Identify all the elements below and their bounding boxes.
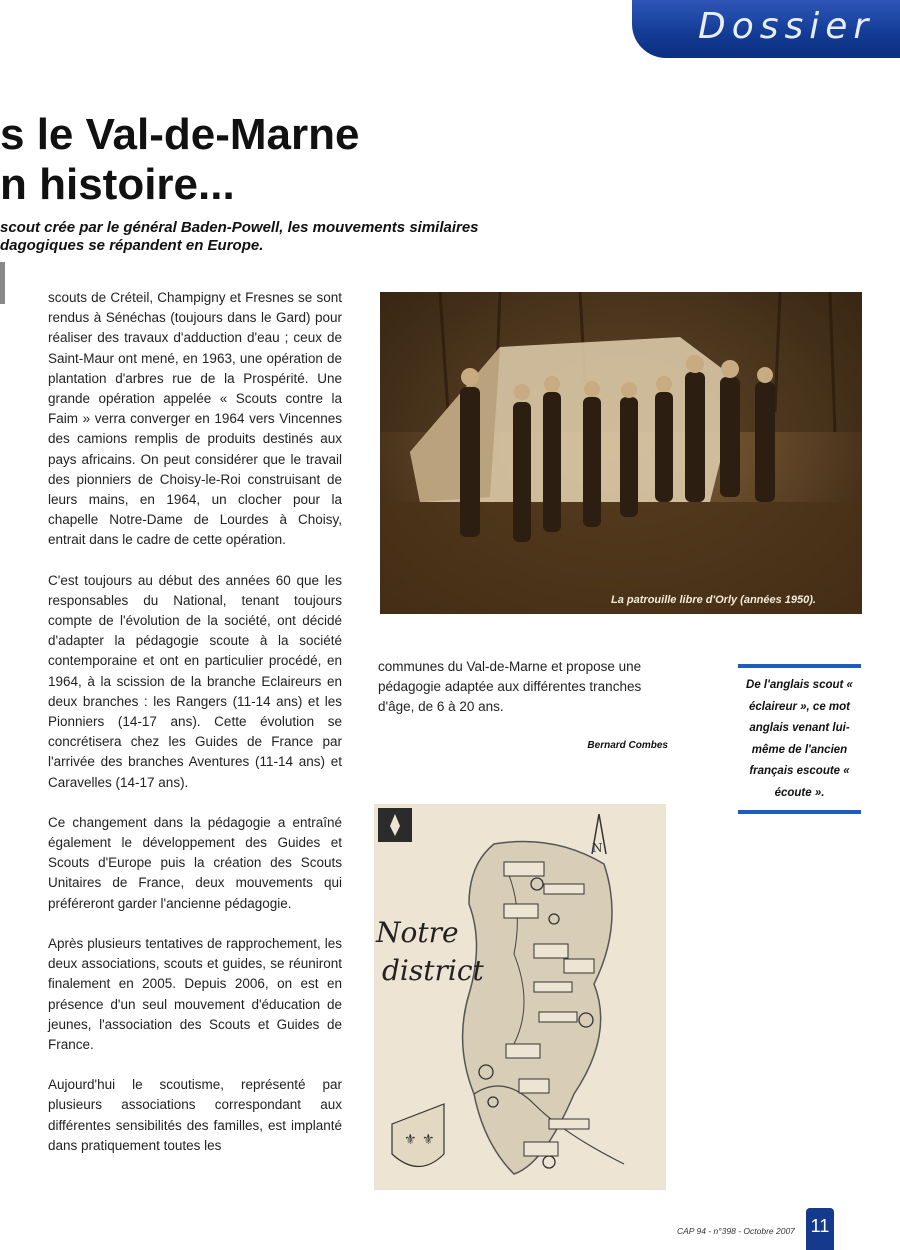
headline-line-1: s le Val-de-Marne [0, 110, 360, 159]
svg-text:⚜: ⚜ [404, 1131, 417, 1147]
page-number: 11 [810, 1216, 830, 1236]
aside-definition: De l'anglais scout « éclaireur », ce mot anglais venant lui-même de l'ancien français escoute « écoute ». [746, 679, 853, 799]
lead-line-1: scout crée par le général Baden-Powell, les mouvements similaires [0, 219, 479, 236]
paragraph-2: C'est toujours au début des années 60 que les responsables du National, tenant toujours compte de l'évolution de la société, ont décidé d'adapter la pédagogie scoute à la société contemporaine et ont en particulier procédé, en 1964, à la scission de la branche Eclaireurs en deux branches : les Rangers (11-14 ans) et les Pionniers (14-17 ans). Cette évolution se concrétisera chez les Guides de France par l'arrivée des branches Aventures (11-14 ans) et Caravelles (14-17 ans). [48, 572, 342, 790]
author-byline: Bernard Combes [587, 740, 668, 751]
svg-text:N: N [592, 841, 603, 855]
district-map [374, 804, 666, 1190]
article-column-2 [378, 657, 668, 718]
map-title-line-2: district [382, 954, 484, 987]
aside-top-rule [738, 664, 861, 668]
issue-footer: CAP 94 - n°398 - Octobre 2007 [677, 1226, 795, 1236]
section-label: Dossier [698, 6, 875, 47]
article-column-1 [48, 288, 342, 1176]
svg-text:⚜: ⚜ [422, 1131, 435, 1147]
map-illustration [374, 804, 666, 1190]
map-title-line-1: Notre [376, 916, 459, 949]
headline-line-2: n histoire... [0, 160, 235, 209]
coat-of-arms-icon [392, 1104, 444, 1167]
paragraph-3: Ce changement dans la pédagogie a entraîné également le développement des Guides et Scouts d'Europe puis la création des Scouts Unitaires de France, deux mouvements qui préféreront garder l'ancienne pédagogie. [48, 814, 342, 911]
lead-line-2: dagogiques se répandent en Europe. [0, 237, 264, 254]
page-fold-shadow [0, 262, 5, 304]
photo-illustration [380, 292, 862, 614]
aside-bottom-rule [738, 810, 861, 814]
photo-caption: La patrouille libre d'Orly (années 1950). [611, 594, 816, 606]
paragraph-4: Après plusieurs tentatives de rapprochement, les deux associations, scouts et guides, se réuniront finalement en 2005. Depuis 2006, on est en présence d'un seul mouvement d'éducation de jeunes, l'association des Scouts et Guides de France. [48, 935, 342, 1052]
scout-patrol-photo [380, 292, 862, 614]
paragraph-1: scouts de Créteil, Champigny et Fresnes se sont rendus à Sénéchas (toujours dans le Gard) pour réaliser des travaux d'adduction d'eau ; ceux de Saint-Maur ont mené, en 1963, une opération de plantation d'arbres rue de la Prospérité. Une grande opération appelée « Scouts contre la Faim » verra converger en 1964 vers Vincennes des camions remplis de produits destinés aux pays africains. On peut considérer que le travail des pionniers de Choisy-le-Roi construisant de leurs mains, en 1964, un clocher pour la chapelle Notre-Dame de Lourdes à Choisy, entrait dans le cadre de cette opération. [48, 290, 342, 548]
paragraph-continued: communes du Val-de-Marne et propose une pédagogie adaptée aux différentes tranches d'âge, de 6 à 20 ans. [378, 659, 642, 715]
paragraph-5: Aujourd'hui le scoutisme, représenté par plusieurs associations correspondant aux différentes sensibilités des familles, est implanté dans pratiquement toutes les [48, 1077, 342, 1153]
